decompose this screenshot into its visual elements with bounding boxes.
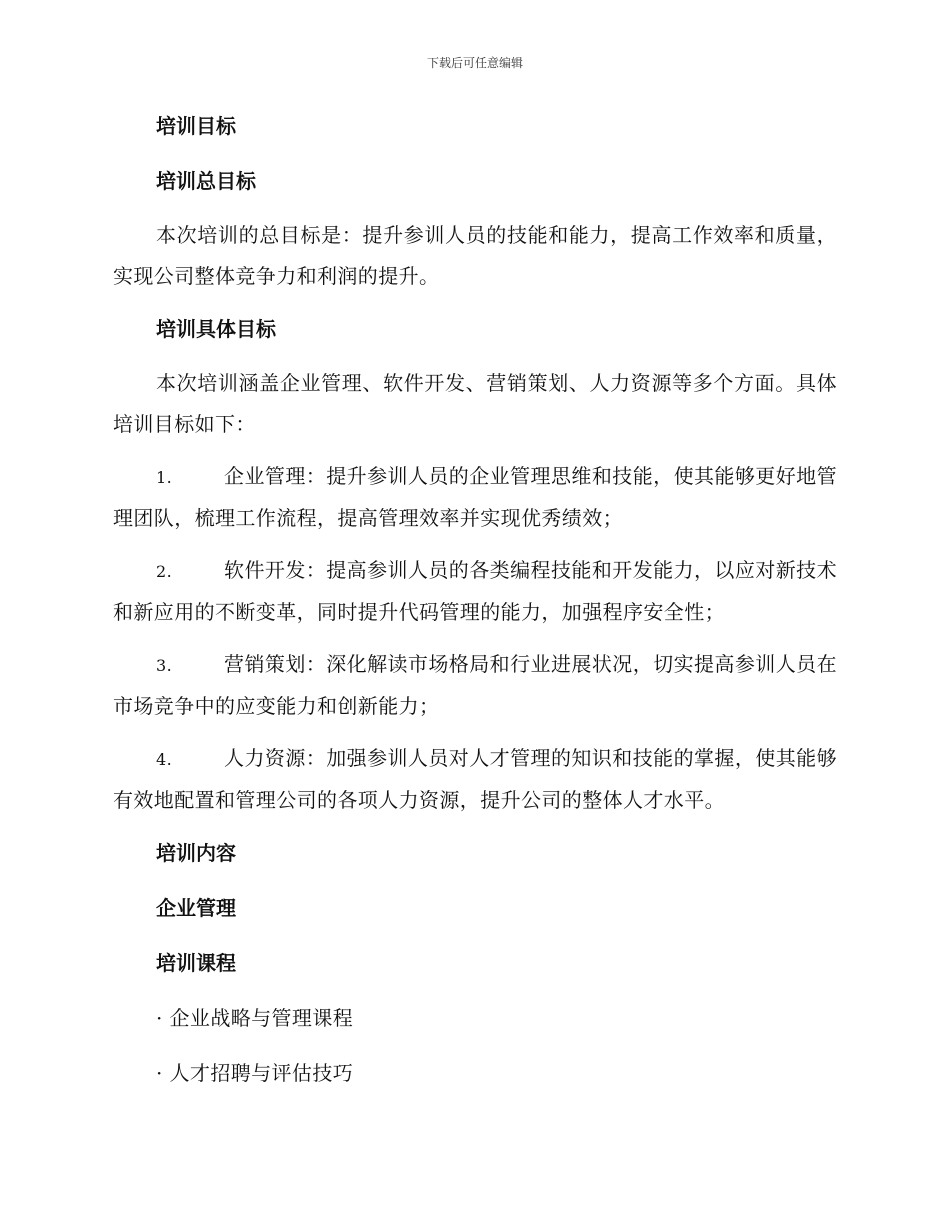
list-text: 软件开发：提高参训人员的各类编程技能和开发能力，以应对新技术和新应用的不断变革，同时提升代码管理的能力，加强程序安全性；: [113, 558, 837, 624]
list-text: 人力资源：加强参训人员对人才管理的知识和技能的掌握，使其能够有效地配置和管理公司的各项人力资源，提升公司的整体人才水平。: [113, 746, 837, 812]
heading-training-goals: 培训目标: [156, 114, 236, 138]
paragraph-specific-goals: 本次培训涵盖企业管理、软件开发、营销策划、人力资源等多个方面。具体培训目标如下：: [113, 371, 837, 436]
bullet-item: · 企业战略与管理课程: [156, 1006, 354, 1030]
heading-specific-goals: 培训具体目标: [156, 317, 276, 341]
heading-enterprise-management: 企业管理: [156, 896, 236, 920]
list-number: 2.: [156, 562, 173, 581]
list-text: 营销策划：深化解读市场格局和行业进展状况，切实提高参训人员在市场竞争中的应变能力和创新能力；: [113, 652, 837, 718]
document-body: [113, 108, 837, 1110]
list-number: 4.: [156, 750, 173, 769]
list-item: [113, 456, 837, 539]
list-item: [113, 644, 837, 727]
bullet-item: · 人才招聘与评估技巧: [156, 1061, 354, 1085]
list-item: [113, 738, 837, 821]
list-text: 企业管理：提升参训人员的企业管理思维和技能，使其能够更好地管理团队，梳理工作流程，提高管理效率并实现优秀绩效；: [113, 464, 837, 530]
list-number: 1.: [156, 468, 173, 487]
heading-overall-goal: 培训总目标: [156, 169, 256, 193]
list-item: [113, 550, 837, 633]
list-number: 3.: [156, 656, 173, 675]
page-header-note: 下载后可任意编辑: [426, 56, 523, 70]
heading-training-content: 培训内容: [156, 841, 236, 865]
paragraph-overall-goal: 本次培训的总目标是：提升参训人员的技能和能力，提高工作效率和质量，实现公司整体竞争力和利润的提升。: [113, 223, 837, 288]
heading-training-courses: 培训课程: [156, 951, 236, 975]
